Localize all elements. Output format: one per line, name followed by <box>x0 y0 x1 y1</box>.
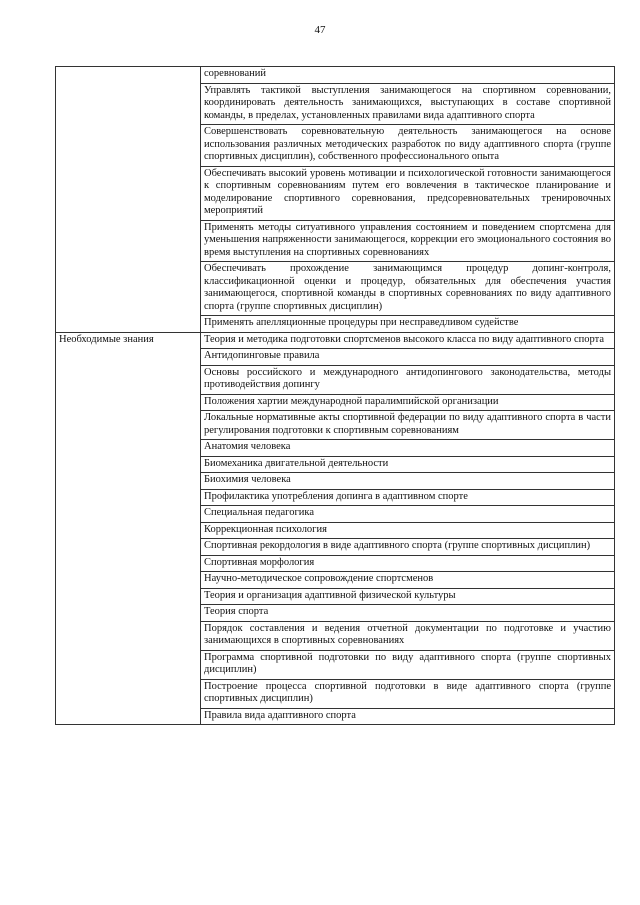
label-cell-empty <box>56 67 201 333</box>
table-cell: Обеспечивать высокий уровень мотивации и психологической готовности занимающегося к спортивным соревнованиям путем его вовлечения в тактическое планирование и моделирование спортивного соревнования, предсоревновательных тренировочных мероприятий <box>201 166 615 220</box>
table-row <box>56 332 615 349</box>
table-cell: Положения хартии международной паралимпийской организации <box>201 394 615 411</box>
table-cell: Программа спортивной подготовки по виду адаптивного спорта (группе спортивных дисциплин) <box>201 650 615 679</box>
table-cell: Порядок составления и ведения отчетной документации по подготовке и участию занимающихся в спортивных соревнованиях <box>201 621 615 650</box>
table-cell: Теория спорта <box>201 605 615 622</box>
table-cell: Управлять тактикой выступления занимающегося на спортивном соревновании, координировать деятельность занимающихся, выступающих в составе спортивной команды, в пределах, установленных правилами вида адаптивного спорта <box>201 83 615 125</box>
table-cell: Специальная педагогика <box>201 506 615 523</box>
table-cell: Применять методы ситуативного управления состоянием и поведением спортсмена для уменьшения напряженности занимающегося, коррекции его эмоционального состояния во время выступления на спортивных соревнованиях <box>201 220 615 262</box>
table-cell: Локальные нормативные акты спортивной федерации по виду адаптивного спорта в части регулирования подготовки к спортивным соревнованиям <box>201 411 615 440</box>
page-number: 47 <box>314 24 326 36</box>
table-cell: Анатомия человека <box>201 440 615 457</box>
table-cell: Правила вида адаптивного спорта <box>201 708 615 725</box>
table-cell: Обеспечивать прохождение занимающимся процедур допинг-контроля, классификационной оценки и процедур, обязательных для обеспечения участия занимающегося, спортивной команды в спортивных соревнованиях по виду адаптивного спорта (группе спортивных дисциплин) <box>201 262 615 316</box>
knowledge-label: Необходимые знания <box>56 332 201 725</box>
table-cell: Биомеханика двигательной деятельности <box>201 456 615 473</box>
table-cell: Научно-методическое сопровождение спортсменов <box>201 572 615 589</box>
table-cell: Антидопинговые правила <box>201 349 615 366</box>
table-cell: Теория и организация адаптивной физической культуры <box>201 588 615 605</box>
table-cell: Биохимия человека <box>201 473 615 490</box>
table-cell: Теория и методика подготовки спортсменов высокого класса по виду адаптивного спорта <box>201 332 615 349</box>
table-cell: Построение процесса спортивной подготовки в виде адаптивного спорта (группе спортивных дисциплин) <box>201 679 615 708</box>
table-cell: Спортивная рекордология в виде адаптивного спорта (группе спортивных дисциплин) <box>201 539 615 556</box>
table-row <box>56 67 615 84</box>
table-cell: Применять апелляционные процедуры при несправедливом судействе <box>201 316 615 333</box>
table-cell: Основы российского и международного антидопингового законодательства, методы противодействия допингу <box>201 365 615 394</box>
table-cell: Коррекционная психология <box>201 522 615 539</box>
standard-table <box>55 66 615 725</box>
table-cell: Спортивная морфология <box>201 555 615 572</box>
table-cell: соревнований <box>201 67 615 84</box>
table-cell: Профилактика употребления допинга в адаптивном спорте <box>201 489 615 506</box>
table-cell: Совершенствовать соревновательную деятельность занимающегося на основе использования различных методических разработок по виду адаптивного спорта (группе спортивных дисциплин), собственного профессионального опыта <box>201 125 615 167</box>
